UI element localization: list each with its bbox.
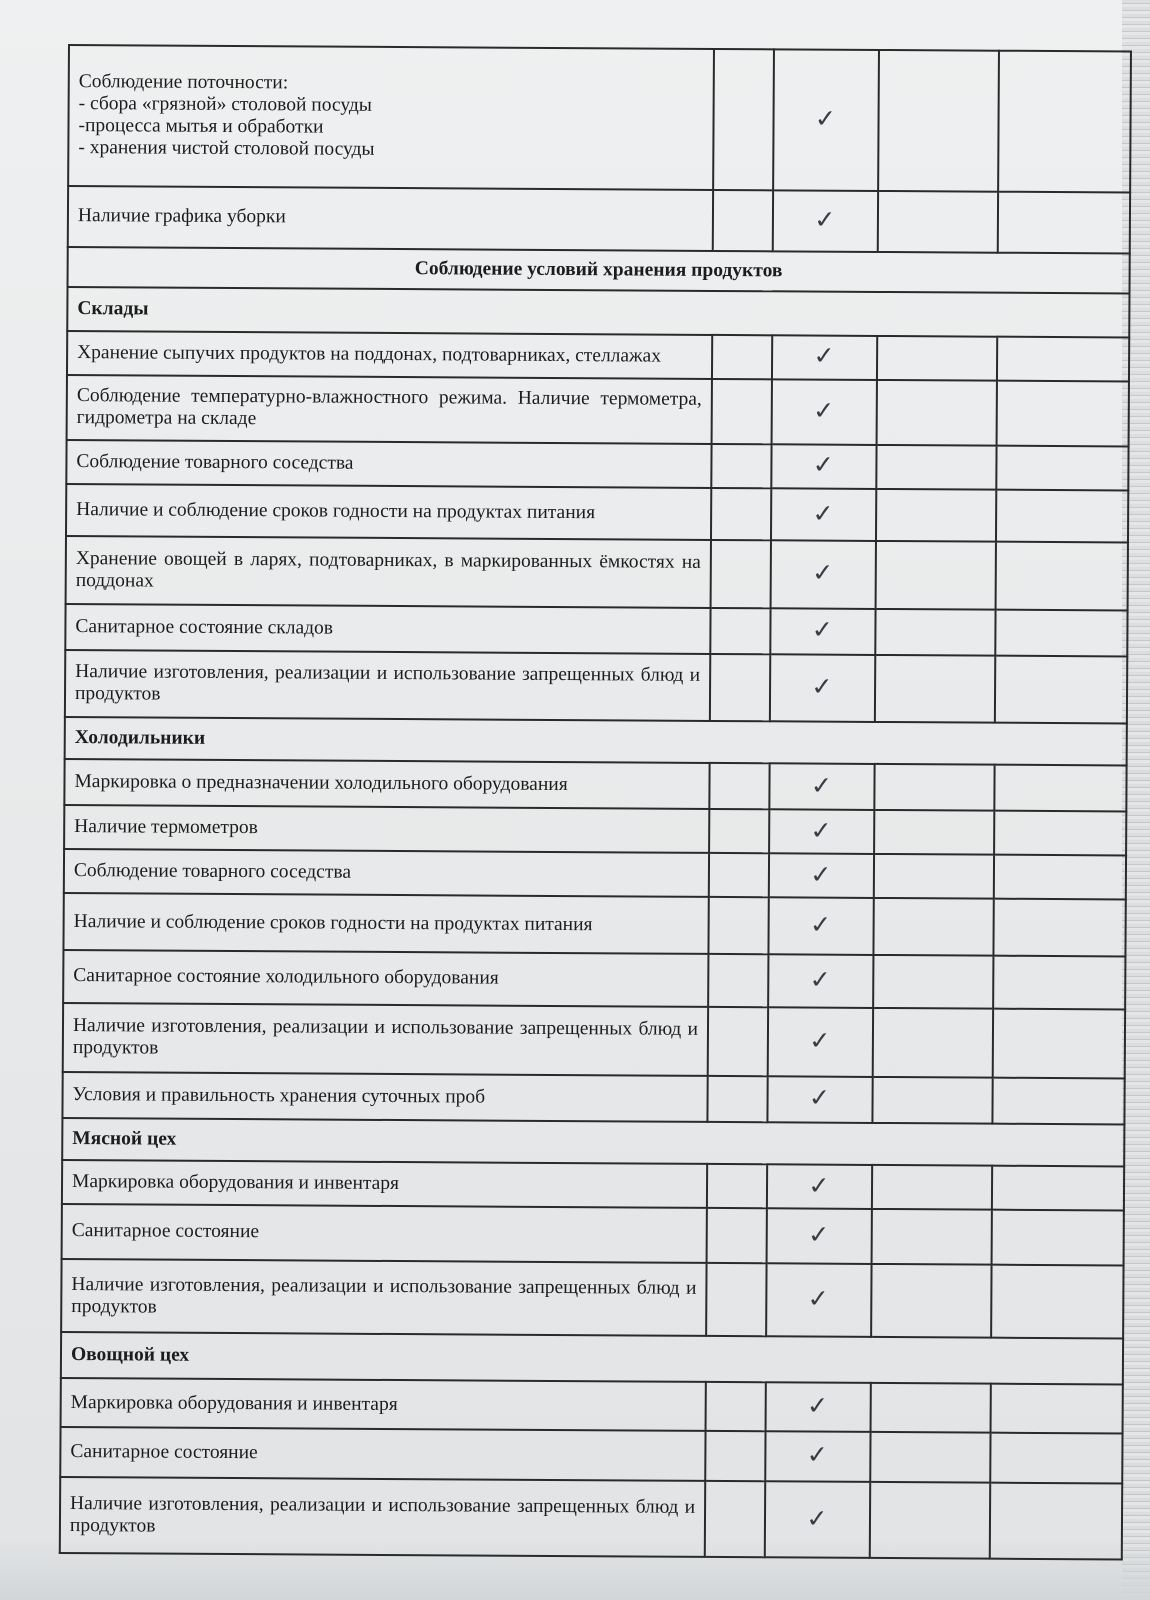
empty-cell — [709, 853, 769, 897]
checkmark-icon — [806, 1507, 830, 1530]
empty-cell — [708, 1007, 768, 1077]
checkmark-icon — [812, 399, 836, 422]
table-row — [61, 1259, 1123, 1339]
empty-cell — [995, 609, 1127, 656]
criterion-text: Наличие графика уборки — [68, 186, 713, 251]
criterion-text: Соблюдение температурно-влажностного режима. Наличие термометра, гидрометра на складе — [67, 375, 712, 444]
criterion-text: Наличие термометров — [64, 805, 709, 853]
empty-cell — [709, 809, 769, 853]
criterion-text: Санитарное состояние холодильного оборудования — [63, 950, 708, 1006]
empty-cell — [994, 765, 1126, 812]
empty-cell — [991, 1384, 1123, 1433]
check-cell — [771, 444, 876, 489]
empty-cell — [872, 1165, 992, 1210]
criterion-text: Маркировка о предназначении холодильного оборудования — [64, 759, 709, 809]
criterion-text: Маркировка оборудования и инвентаря — [61, 1378, 706, 1430]
criterion-text: Наличие изготовления, реализации и использование запрещенных блюд и продуктов — [61, 1259, 706, 1336]
table-row — [63, 950, 1125, 1009]
table-row — [62, 1204, 1124, 1265]
checkmark-icon — [809, 968, 833, 991]
empty-cell — [873, 1008, 993, 1078]
group-title: Склады — [67, 287, 1129, 338]
empty-cell — [874, 810, 994, 855]
table-row — [64, 759, 1126, 812]
group-title: Мясной цех — [62, 1118, 1124, 1166]
empty-cell — [872, 1209, 992, 1264]
empty-cell — [997, 380, 1129, 446]
empty-cell — [712, 379, 772, 444]
check-cell — [766, 1263, 871, 1337]
check-cell — [771, 488, 876, 541]
check-cell — [768, 1007, 873, 1077]
checkmark-icon — [810, 863, 834, 886]
empty-cell — [873, 898, 993, 955]
check-cell — [772, 379, 877, 445]
criterion-text: Соблюдение товарного соседства — [66, 440, 711, 488]
check-cell — [765, 1431, 870, 1482]
criterion-text: Наличие изготовления, реализации и использование запрещенных блюд и продуктов — [63, 1003, 708, 1076]
empty-cell — [711, 444, 771, 488]
checkmark-icon — [808, 1086, 832, 1109]
group-header-row — [62, 1118, 1124, 1166]
check-cell — [771, 541, 876, 609]
table-row — [66, 536, 1128, 610]
table-row — [60, 1427, 1122, 1484]
empty-cell — [707, 1164, 767, 1208]
criterion-text: Санитарное состояние — [62, 1204, 707, 1263]
checkmark-icon — [810, 819, 834, 842]
empty-cell — [994, 811, 1126, 856]
section-title: Соблюдение условий хранения продуктов — [68, 247, 1130, 293]
empty-cell — [876, 489, 996, 542]
checkmark-icon — [812, 502, 836, 525]
empty-cell — [873, 955, 993, 1008]
check-cell — [766, 1383, 871, 1432]
empty-cell — [876, 445, 996, 490]
table-row — [64, 805, 1126, 856]
checkmark-icon — [814, 208, 838, 231]
check-cell — [765, 1481, 870, 1557]
table-row — [68, 45, 1131, 192]
empty-cell — [711, 488, 771, 541]
check-cell — [772, 335, 877, 380]
table-row — [67, 375, 1129, 447]
empty-cell — [711, 540, 771, 608]
empty-cell — [996, 542, 1128, 610]
empty-cell — [875, 655, 995, 723]
group-header-row — [61, 1332, 1123, 1385]
empty-cell — [874, 854, 994, 899]
empty-cell — [878, 50, 999, 191]
empty-cell — [996, 445, 1128, 490]
table-row — [65, 650, 1127, 724]
check-cell — [773, 49, 879, 190]
table-row — [61, 1378, 1123, 1433]
empty-cell — [998, 191, 1130, 253]
empty-cell — [993, 956, 1125, 1009]
empty-cell — [707, 1208, 767, 1263]
empty-cell — [871, 1383, 991, 1432]
empty-cell — [992, 1078, 1124, 1125]
empty-cell — [990, 1432, 1122, 1483]
empty-cell — [875, 609, 995, 656]
empty-cell — [706, 1263, 766, 1337]
check-cell — [769, 809, 874, 854]
empty-cell — [707, 1076, 767, 1123]
empty-cell — [871, 1264, 991, 1338]
empty-cell — [993, 1008, 1125, 1078]
checkmark-icon — [813, 344, 837, 367]
check-cell — [769, 763, 874, 810]
checkmark-icon — [811, 675, 835, 698]
checkmark-icon — [811, 561, 835, 584]
check-cell — [768, 954, 873, 1007]
inspection-checklist-table — [59, 44, 1132, 1560]
checkmark-icon — [809, 1029, 833, 1052]
section-header-row — [68, 247, 1130, 293]
criterion-text: Маркировка оборудования и инвентаря — [62, 1160, 707, 1208]
criterion-text: Соблюдение товарного соседства — [64, 849, 709, 897]
checkmark-icon — [807, 1287, 831, 1310]
check-cell — [767, 1076, 872, 1123]
criterion-text: Хранение сыпучих продуктов на поддонах, подтоварниках, стеллажах — [67, 331, 712, 379]
criterion-text: Хранение овощей в ларях, подтоварниках, в маркированных ёмкостях на поддонах — [66, 536, 711, 607]
empty-cell — [991, 1264, 1123, 1338]
empty-cell — [713, 190, 773, 251]
empty-cell — [705, 1481, 765, 1557]
empty-cell — [878, 191, 998, 253]
criterion-text: Наличие и соблюдение сроков годности на продуктах питания — [66, 484, 711, 540]
empty-cell — [712, 335, 772, 379]
table-row — [67, 331, 1129, 382]
checkmark-icon — [806, 1394, 830, 1417]
empty-cell — [872, 1077, 992, 1124]
check-cell — [773, 190, 878, 252]
table-row — [63, 1003, 1125, 1079]
criterion-text: Наличие изготовления, реализации и использование запрещенных блюд и продуктов — [65, 650, 710, 721]
empty-cell — [877, 336, 997, 381]
empty-cell — [994, 855, 1126, 900]
checkmark-icon — [807, 1223, 831, 1246]
table-row — [63, 893, 1125, 956]
checkmark-icon — [811, 618, 835, 641]
table-row — [62, 1072, 1124, 1125]
table-row — [68, 186, 1130, 253]
empty-cell — [870, 1482, 990, 1559]
empty-cell — [710, 654, 770, 722]
criterion-text: Условия и правильность хранения суточных проб — [62, 1072, 707, 1122]
criterion-text: Санитарное состояние — [60, 1427, 705, 1481]
checkmark-icon — [814, 107, 838, 130]
empty-cell — [708, 954, 768, 1007]
group-header-row — [67, 287, 1129, 338]
group-title: Овощной цех — [61, 1332, 1123, 1385]
checkmark-icon — [806, 1443, 830, 1466]
empty-cell — [705, 1431, 765, 1482]
empty-cell — [992, 1210, 1124, 1265]
empty-cell — [709, 763, 769, 810]
check-cell — [767, 1208, 872, 1263]
check-cell — [767, 1164, 872, 1209]
checkmark-icon — [810, 774, 834, 797]
empty-cell — [870, 1432, 990, 1483]
empty-cell — [996, 490, 1128, 543]
criterion-text: Санитарное состояние складов — [65, 604, 710, 654]
table-row — [66, 440, 1128, 491]
empty-cell — [992, 1166, 1124, 1211]
check-cell — [769, 854, 874, 899]
empty-cell — [713, 49, 774, 190]
empty-cell — [993, 899, 1125, 957]
empty-cell — [706, 1382, 766, 1431]
table-row — [66, 484, 1128, 543]
empty-cell — [710, 608, 770, 655]
criterion-text: Наличие изготовления, реализации и использование запрещенных блюд и продуктов — [60, 1477, 705, 1557]
empty-cell — [877, 380, 997, 446]
criterion-text: Наличие и соблюдение сроков годности на продуктах питания — [63, 893, 708, 954]
table-row — [64, 849, 1126, 900]
empty-cell — [874, 764, 994, 811]
checkmark-icon — [812, 453, 836, 476]
checkmark-icon — [808, 1174, 832, 1197]
criterion-text: Соблюдение поточности: - сбора «грязной» столовой посуды -процесса мытья и обработки - хранения чистой столовой посуды — [68, 45, 714, 190]
empty-cell — [876, 541, 996, 609]
group-title: Холодильники — [65, 717, 1127, 765]
empty-cell — [708, 897, 768, 954]
checkmark-icon — [809, 913, 833, 936]
check-cell — [768, 898, 873, 955]
table-row — [62, 1160, 1124, 1211]
table-row — [60, 1477, 1122, 1559]
check-cell — [770, 654, 875, 722]
empty-cell — [995, 655, 1127, 723]
empty-cell — [998, 51, 1131, 193]
empty-cell — [990, 1483, 1122, 1560]
group-header-row — [65, 717, 1127, 765]
empty-cell — [997, 336, 1129, 381]
table-row — [65, 604, 1127, 657]
check-cell — [770, 608, 875, 655]
